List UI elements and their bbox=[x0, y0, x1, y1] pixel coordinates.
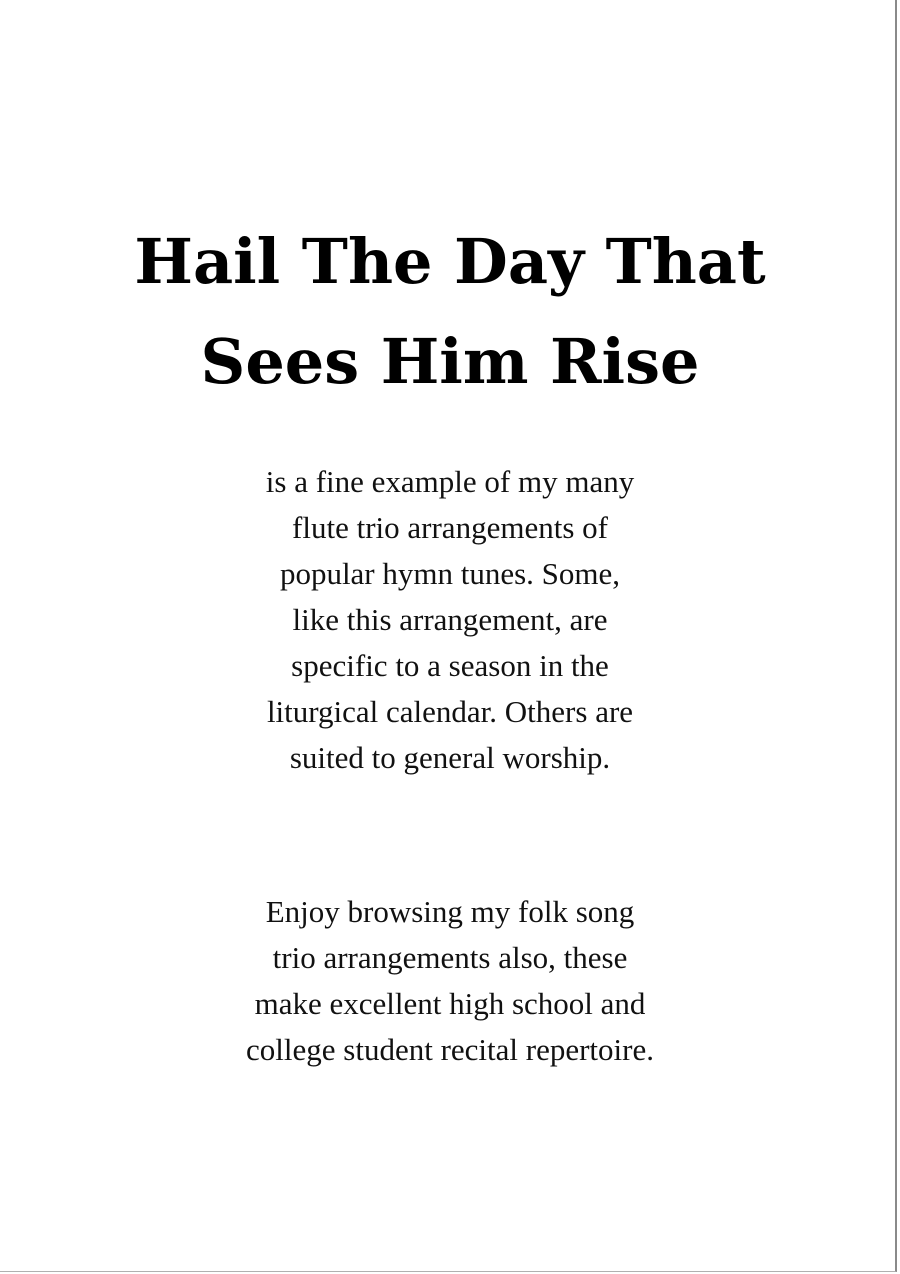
text-line: college student recital repertoire. bbox=[246, 1032, 654, 1067]
text-line: liturgical calendar. Others are bbox=[266, 694, 634, 729]
text-line: specific to a season in the bbox=[291, 648, 609, 683]
text-line: is a fine example of my many bbox=[265, 464, 635, 499]
text-line: Enjoy browsing my folk song bbox=[265, 894, 635, 929]
text-line: popular hymn tunes. Some, bbox=[279, 556, 621, 591]
text-line: make excellent high school and bbox=[254, 986, 646, 1021]
text-line: flute trio arrangements of bbox=[292, 510, 608, 545]
text-line: like this arrangement, are bbox=[292, 602, 608, 637]
text-line: trio arrangements also, these bbox=[272, 940, 628, 975]
title-line: Sees Him Rise bbox=[200, 325, 700, 398]
text-line: suited to general worship. bbox=[289, 740, 611, 775]
title-line: Hail The Day That bbox=[134, 225, 766, 298]
description-paragraph bbox=[0, 459, 900, 781]
page-title bbox=[0, 212, 900, 412]
recommendation-paragraph bbox=[0, 889, 900, 1073]
